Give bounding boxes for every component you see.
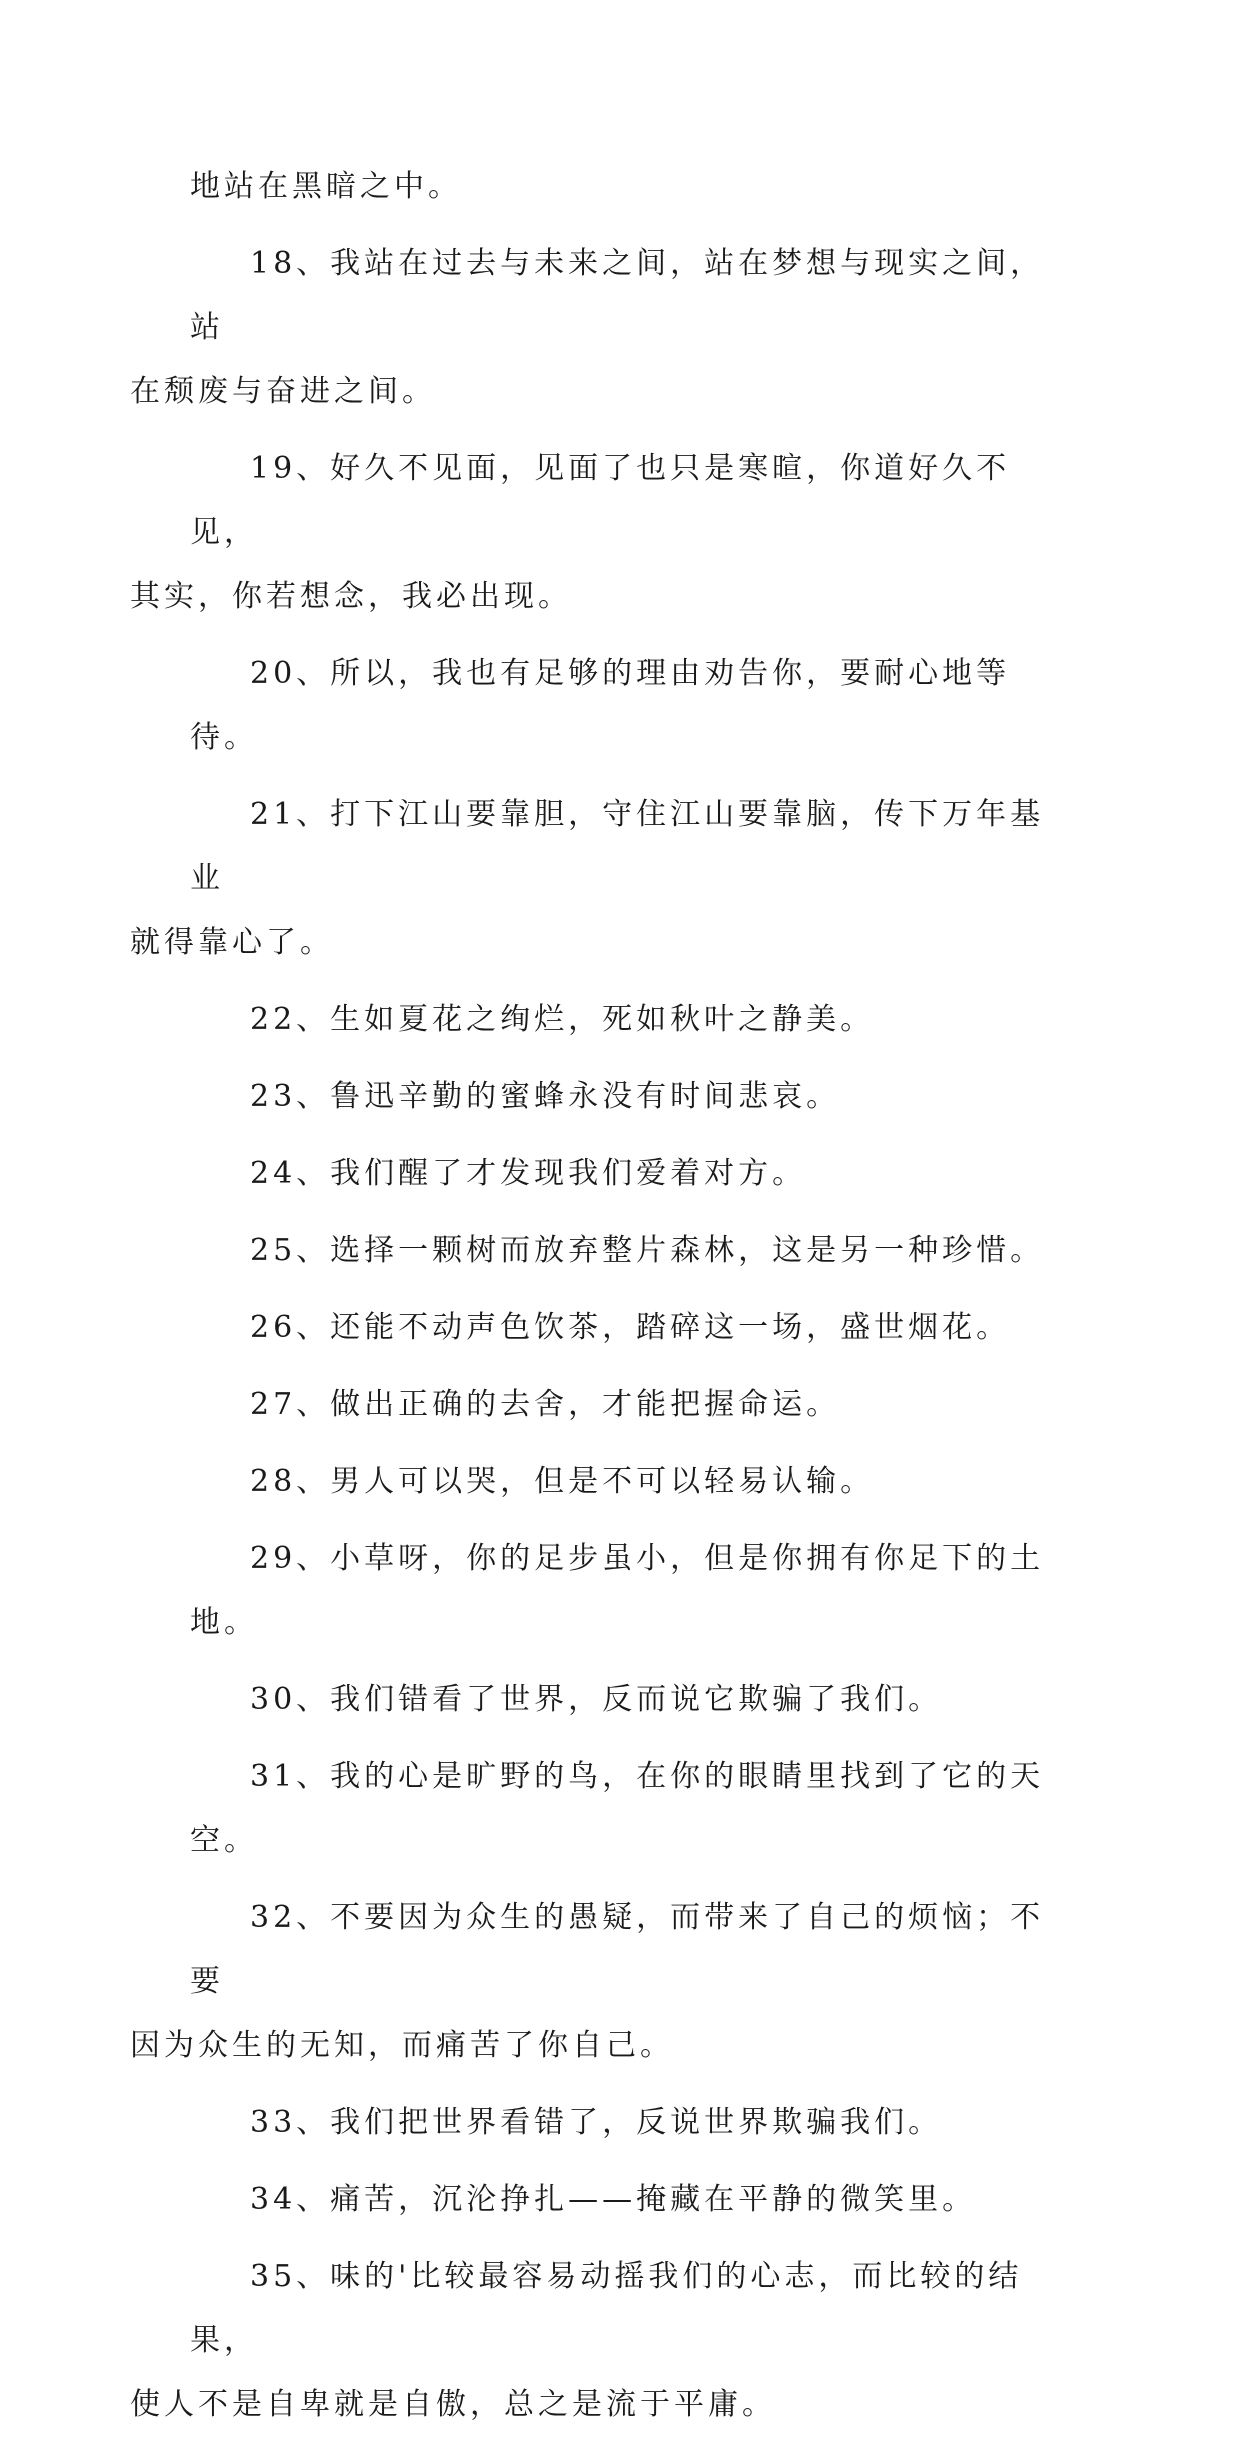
text-line: 21、打下江山要靠胆，守住江山要靠脑，传下万年基业: [190, 797, 1045, 896]
text-line: 使人不是自卑就是自傲，总之是流于平庸。: [130, 2387, 776, 2422]
text-line: 34、痛苦，沉沦挣扎——掩藏在平静的微笑里。: [250, 2182, 977, 2217]
text-line: 地站在黑暗之中。: [190, 169, 462, 204]
text-line: 33、我们把世界看错了，反说世界欺骗我们。: [250, 2105, 943, 2140]
text-line: 27、做出正确的去舍，才能把握命运。: [250, 1387, 841, 1422]
text-line: 在颓废与奋进之间。: [130, 374, 436, 409]
paragraph-28: [190, 1450, 1060, 1514]
paragraph-17-continuation: [190, 155, 1060, 219]
paragraph-23: [190, 1065, 1060, 1129]
paragraph-22: [190, 988, 1060, 1052]
text-line: 18、我站在过去与未来之间，站在梦想与现实之间，站: [190, 246, 1045, 345]
text-line: 22、生如夏花之绚烂，死如秋叶之静美。: [250, 1002, 875, 1037]
text-line: 29、小草呀，你的足步虽小，但是你拥有你足下的土地。: [190, 1541, 1045, 1640]
paragraph-18: [130, 232, 1060, 424]
paragraph-29: [190, 1527, 1060, 1655]
text-line: 32、不要因为众生的愚疑，而带来了自己的烦恼；不要: [190, 1900, 1045, 1999]
text-line: 24、我们醒了才发现我们爱着对方。: [250, 1156, 807, 1191]
paragraph-25: [190, 1219, 1060, 1283]
paragraph-27: [190, 1373, 1060, 1437]
paragraph-35: [130, 2245, 1060, 2437]
paragraph-30: [190, 1668, 1060, 1732]
paragraph-20: [190, 642, 1060, 770]
text-line: 30、我们错看了世界，反而说它欺骗了我们。: [250, 1682, 943, 1717]
text-line: 25、选择一颗树而放弃整片森林，这是另一种珍惜。: [250, 1233, 1045, 1268]
text-line: 就得靠心了。: [130, 925, 334, 960]
paragraph-19: [130, 437, 1060, 629]
paragraph-31: [190, 1745, 1060, 1873]
paragraph-32: [130, 1886, 1060, 2078]
text-line: 19、好久不见面，见面了也只是寒暄，你道好久不见，: [190, 451, 1011, 550]
text-line: 23、鲁迅辛勤的蜜蜂永没有时间悲哀。: [250, 1079, 841, 1114]
text-line: 26、还能不动声色饮茶，踏碎这一场，盛世烟花。: [250, 1310, 1011, 1345]
paragraph-34: [190, 2168, 1060, 2232]
text-line: 35、味的'比较最容易动摇我们的心志，而比较的结果，: [190, 2259, 1023, 2358]
paragraph-24: [190, 1142, 1060, 1206]
document-body: [130, 155, 1060, 2450]
text-line: 31、我的心是旷野的鸟，在你的眼睛里找到了它的天空。: [190, 1759, 1045, 1858]
paragraph-33: [190, 2091, 1060, 2155]
text-line: 28、男人可以哭，但是不可以轻易认输。: [250, 1464, 875, 1499]
text-line: 20、所以，我也有足够的理由劝告你，要耐心地等待。: [190, 656, 1011, 755]
paragraph-21: [130, 783, 1060, 975]
text-line: 其实，你若想念，我必出现。: [130, 579, 572, 614]
text-line: 因为众生的无知，而痛苦了你自己。: [130, 2028, 674, 2063]
paragraph-26: [190, 1296, 1060, 1360]
